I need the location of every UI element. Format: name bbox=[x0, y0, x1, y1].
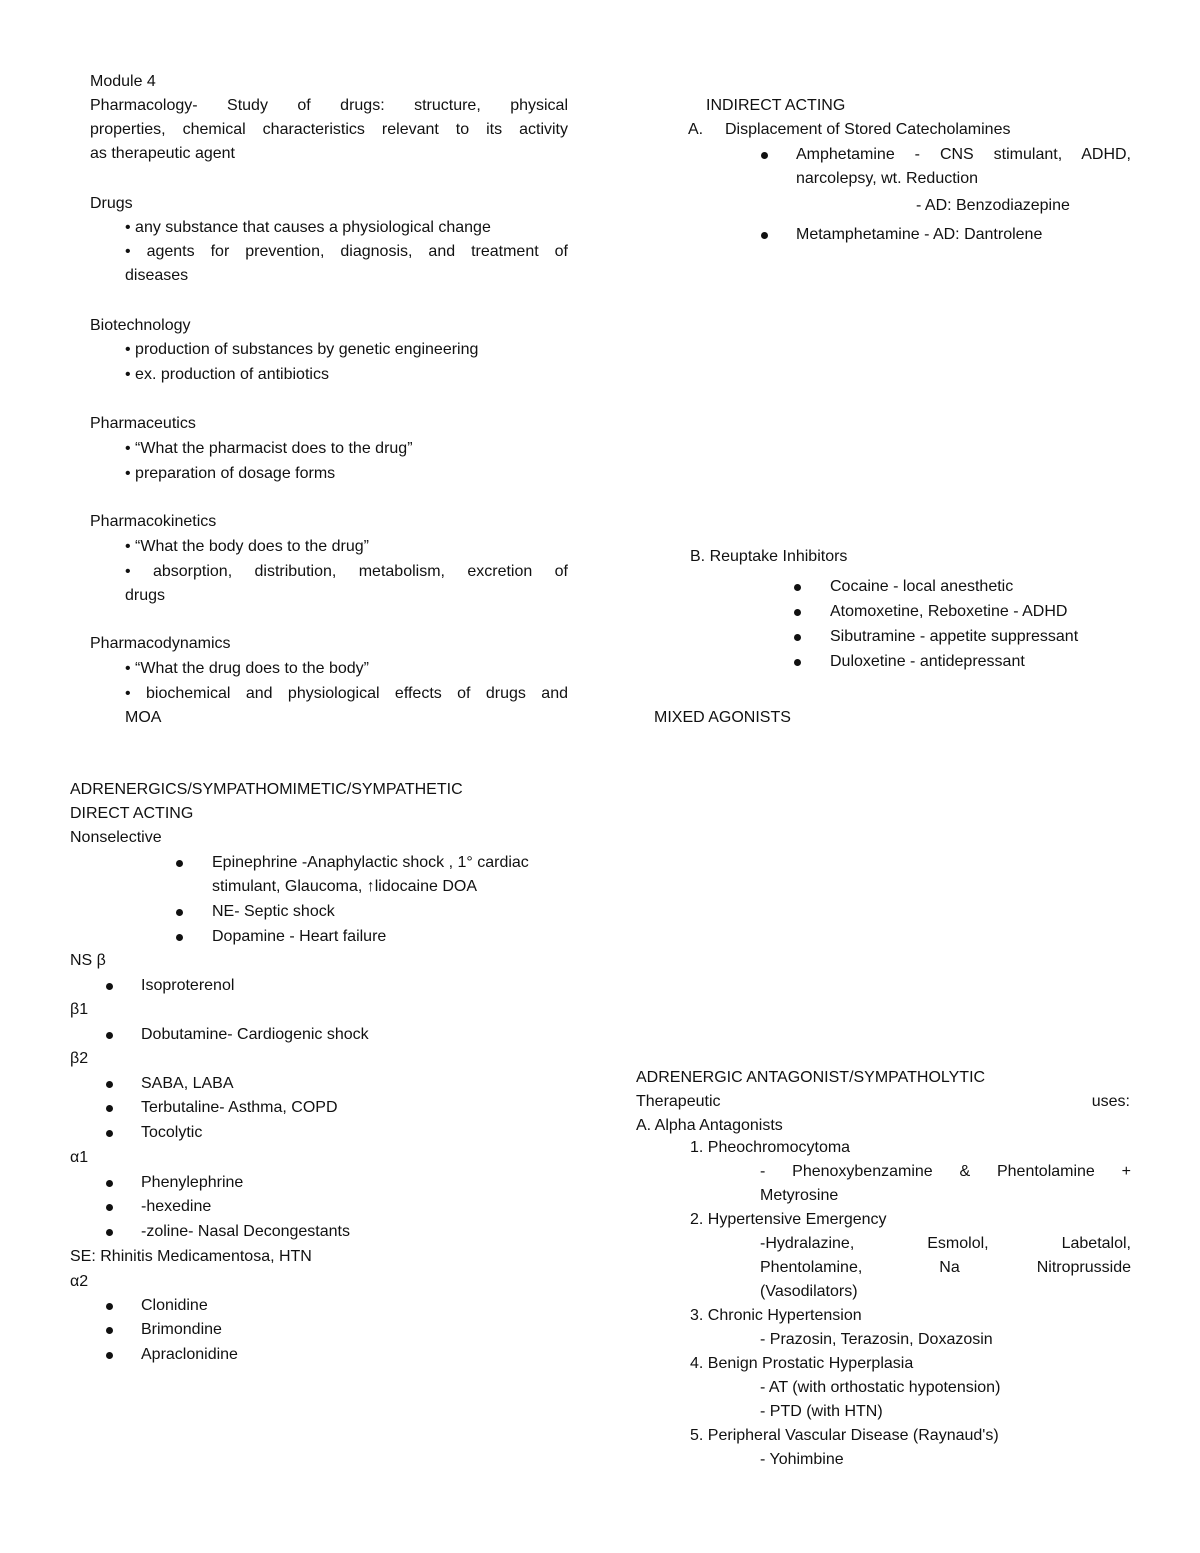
amphetamine-item-continuation: narcolepsy, wt. Reduction bbox=[796, 170, 979, 187]
bullet-dot bbox=[106, 983, 113, 990]
drugs-bullet-continuation: diseases bbox=[125, 267, 189, 284]
biotechnology-bullet: • ex. production of antibiotics bbox=[125, 366, 329, 383]
epinephrine-item: Epinephrine -Anaphylactic shock , 1° cardiac bbox=[212, 854, 529, 871]
displacement-heading: Displacement of Stored Catecholamines bbox=[725, 121, 1011, 138]
use-item-detail-continuation: Metyrosine bbox=[760, 1187, 839, 1204]
mixed-agonists-heading: MIXED AGONISTS bbox=[654, 709, 791, 726]
bullet-dot bbox=[106, 1081, 113, 1088]
nonselective-heading: Nonselective bbox=[70, 829, 162, 846]
drugs-heading: Drugs bbox=[90, 195, 133, 212]
list-marker-a: A. bbox=[688, 121, 704, 138]
direct-acting-heading: DIRECT ACTING bbox=[70, 805, 194, 822]
dobutamine-item: Dobutamine- Cardiogenic shock bbox=[141, 1026, 369, 1043]
use-item-detail: - Prazosin, Terazosin, Doxazosin bbox=[760, 1331, 993, 1348]
use-item: 2. Hypertensive Emergency bbox=[690, 1211, 887, 1228]
use-item-detail: - AT (with orthostatic hypotension) bbox=[760, 1379, 1001, 1396]
bullet-dot bbox=[106, 1180, 113, 1187]
pharmaceutics-bullet: • preparation of dosage forms bbox=[125, 465, 336, 482]
zoline-item: -zoline- Nasal Decongestants bbox=[141, 1223, 350, 1240]
use-item-detail: - Phenoxybenzamine & Phentolamine + bbox=[760, 1163, 1131, 1180]
bullet-dot bbox=[176, 860, 183, 867]
pharmaceutics-bullet: • “What the pharmacist does to the drug” bbox=[125, 440, 413, 457]
antagonist-title: ADRENERGIC ANTAGONIST/SYMPATHOLYTIC bbox=[636, 1069, 986, 1086]
drugs-bullet: • agents for prevention, diagnosis, and treatment of bbox=[125, 243, 568, 260]
ne-item: NE- Septic shock bbox=[212, 903, 335, 920]
bullet-dot bbox=[106, 1130, 113, 1137]
uses-label: uses: bbox=[1091, 1093, 1130, 1110]
epinephrine-item-continuation: stimulant, Glaucoma, ↑lidocaine DOA bbox=[212, 878, 477, 895]
metamphetamine-item: Metamphetamine - AD: Dantrolene bbox=[796, 226, 1043, 243]
pharmacodynamics-heading: Pharmacodynamics bbox=[90, 635, 231, 652]
bullet-dot bbox=[176, 909, 183, 916]
pharmacodynamics-bullet: • biochemical and physiological effects of drugs and bbox=[125, 685, 568, 702]
atomoxetine-item: Atomoxetine, Reboxetine - ADHD bbox=[830, 603, 1068, 620]
apraclonidine-item: Apraclonidine bbox=[141, 1346, 238, 1363]
clonidine-item: Clonidine bbox=[141, 1297, 208, 1314]
pharmacology-definition-line: Pharmacology- Study of drugs: structure, physical bbox=[90, 97, 568, 114]
sibutramine-item: Sibutramine - appetite suppressant bbox=[830, 628, 1079, 645]
use-item-detail-continuation: (Vasodilators) bbox=[760, 1283, 858, 1300]
bullet-dot bbox=[106, 1229, 113, 1236]
use-item-detail: Phentolamine, Na Nitroprusside bbox=[760, 1259, 1131, 1276]
use-item-detail: -Hydralazine, Esmolol, Labetalol, bbox=[760, 1235, 1131, 1252]
pharmacology-definition-line: as therapeutic agent bbox=[90, 145, 235, 162]
ns-beta-heading: NS β bbox=[70, 952, 106, 969]
saba-item: SABA, LABA bbox=[141, 1075, 234, 1092]
drugs-bullet: • any substance that causes a physiological change bbox=[125, 219, 491, 236]
bullet-dot bbox=[794, 584, 801, 591]
use-item: 4. Benign Prostatic Hyperplasia bbox=[690, 1355, 914, 1372]
bullet-dot bbox=[794, 659, 801, 666]
tocolytic-item: Tocolytic bbox=[141, 1124, 203, 1141]
bullet-dot bbox=[106, 1303, 113, 1310]
indirect-acting-heading: INDIRECT ACTING bbox=[706, 97, 846, 114]
biotechnology-heading: Biotechnology bbox=[90, 317, 191, 334]
brimondine-item: Brimondine bbox=[141, 1321, 222, 1338]
module-title: Module 4 bbox=[90, 73, 156, 90]
adrenergics-title: ADRENERGICS/SYMPATHOMIMETIC/SYMPATHETIC bbox=[70, 781, 463, 798]
bullet-dot bbox=[176, 934, 183, 941]
therapeutic-label: Therapeutic bbox=[636, 1093, 721, 1110]
bullet-dot bbox=[106, 1327, 113, 1334]
pharmacodynamics-bullet: • “What the drug does to the body” bbox=[125, 660, 369, 677]
use-item: 1. Pheochromocytoma bbox=[690, 1139, 851, 1156]
bullet-dot bbox=[794, 634, 801, 641]
hexedine-item: -hexedine bbox=[141, 1198, 212, 1215]
bullet-dot bbox=[794, 609, 801, 616]
use-item-detail: - Yohimbine bbox=[760, 1451, 844, 1468]
use-item-detail: - PTD (with HTN) bbox=[760, 1403, 883, 1420]
bullet-dot bbox=[106, 1352, 113, 1359]
bullet-dot bbox=[106, 1105, 113, 1112]
biotechnology-bullet: • production of substances by genetic engineering bbox=[125, 341, 479, 358]
bullet-dot bbox=[106, 1204, 113, 1211]
pharmacokinetics-bullet: • “What the body does to the drug” bbox=[125, 538, 369, 555]
reuptake-inhibitors-heading: B. Reuptake Inhibitors bbox=[690, 548, 848, 565]
alpha1-heading: α1 bbox=[70, 1149, 89, 1166]
pharmacokinetics-bullet: • absorption, distribution, metabolism, excretion of bbox=[125, 563, 568, 580]
duloxetine-item: Duloxetine - antidepressant bbox=[830, 653, 1025, 670]
side-effects-line: SE: Rhinitis Medicamentosa, HTN bbox=[70, 1248, 312, 1265]
pharmacokinetics-bullet-continuation: drugs bbox=[125, 587, 166, 604]
use-item: 5. Peripheral Vascular Disease (Raynaud's) bbox=[690, 1427, 999, 1444]
dopamine-item: Dopamine - Heart failure bbox=[212, 928, 387, 945]
isoproterenol-item: Isoproterenol bbox=[141, 977, 235, 994]
beta2-heading: β2 bbox=[70, 1050, 89, 1067]
bullet-dot bbox=[106, 1032, 113, 1039]
alpha-antagonists-heading: A. Alpha Antagonists bbox=[636, 1117, 783, 1134]
pharmaceutics-heading: Pharmaceutics bbox=[90, 415, 196, 432]
pharmacokinetics-heading: Pharmacokinetics bbox=[90, 513, 217, 530]
bullet-dot bbox=[761, 152, 768, 159]
amphetamine-antidote: - AD: Benzodiazepine bbox=[916, 197, 1070, 214]
pharmacology-definition-line: properties, chemical characteristics relevant to its activity bbox=[90, 121, 568, 138]
terbutaline-item: Terbutaline- Asthma, COPD bbox=[141, 1099, 338, 1116]
cocaine-item: Cocaine - local anesthetic bbox=[830, 578, 1014, 595]
alpha2-heading: α2 bbox=[70, 1273, 89, 1290]
amphetamine-item: Amphetamine - CNS stimulant, ADHD, bbox=[796, 146, 1131, 163]
beta1-heading: β1 bbox=[70, 1001, 89, 1018]
bullet-dot bbox=[761, 232, 768, 239]
pharmacodynamics-bullet-continuation: MOA bbox=[125, 709, 162, 726]
use-item: 3. Chronic Hypertension bbox=[690, 1307, 862, 1324]
phenylephrine-item: Phenylephrine bbox=[141, 1174, 244, 1191]
